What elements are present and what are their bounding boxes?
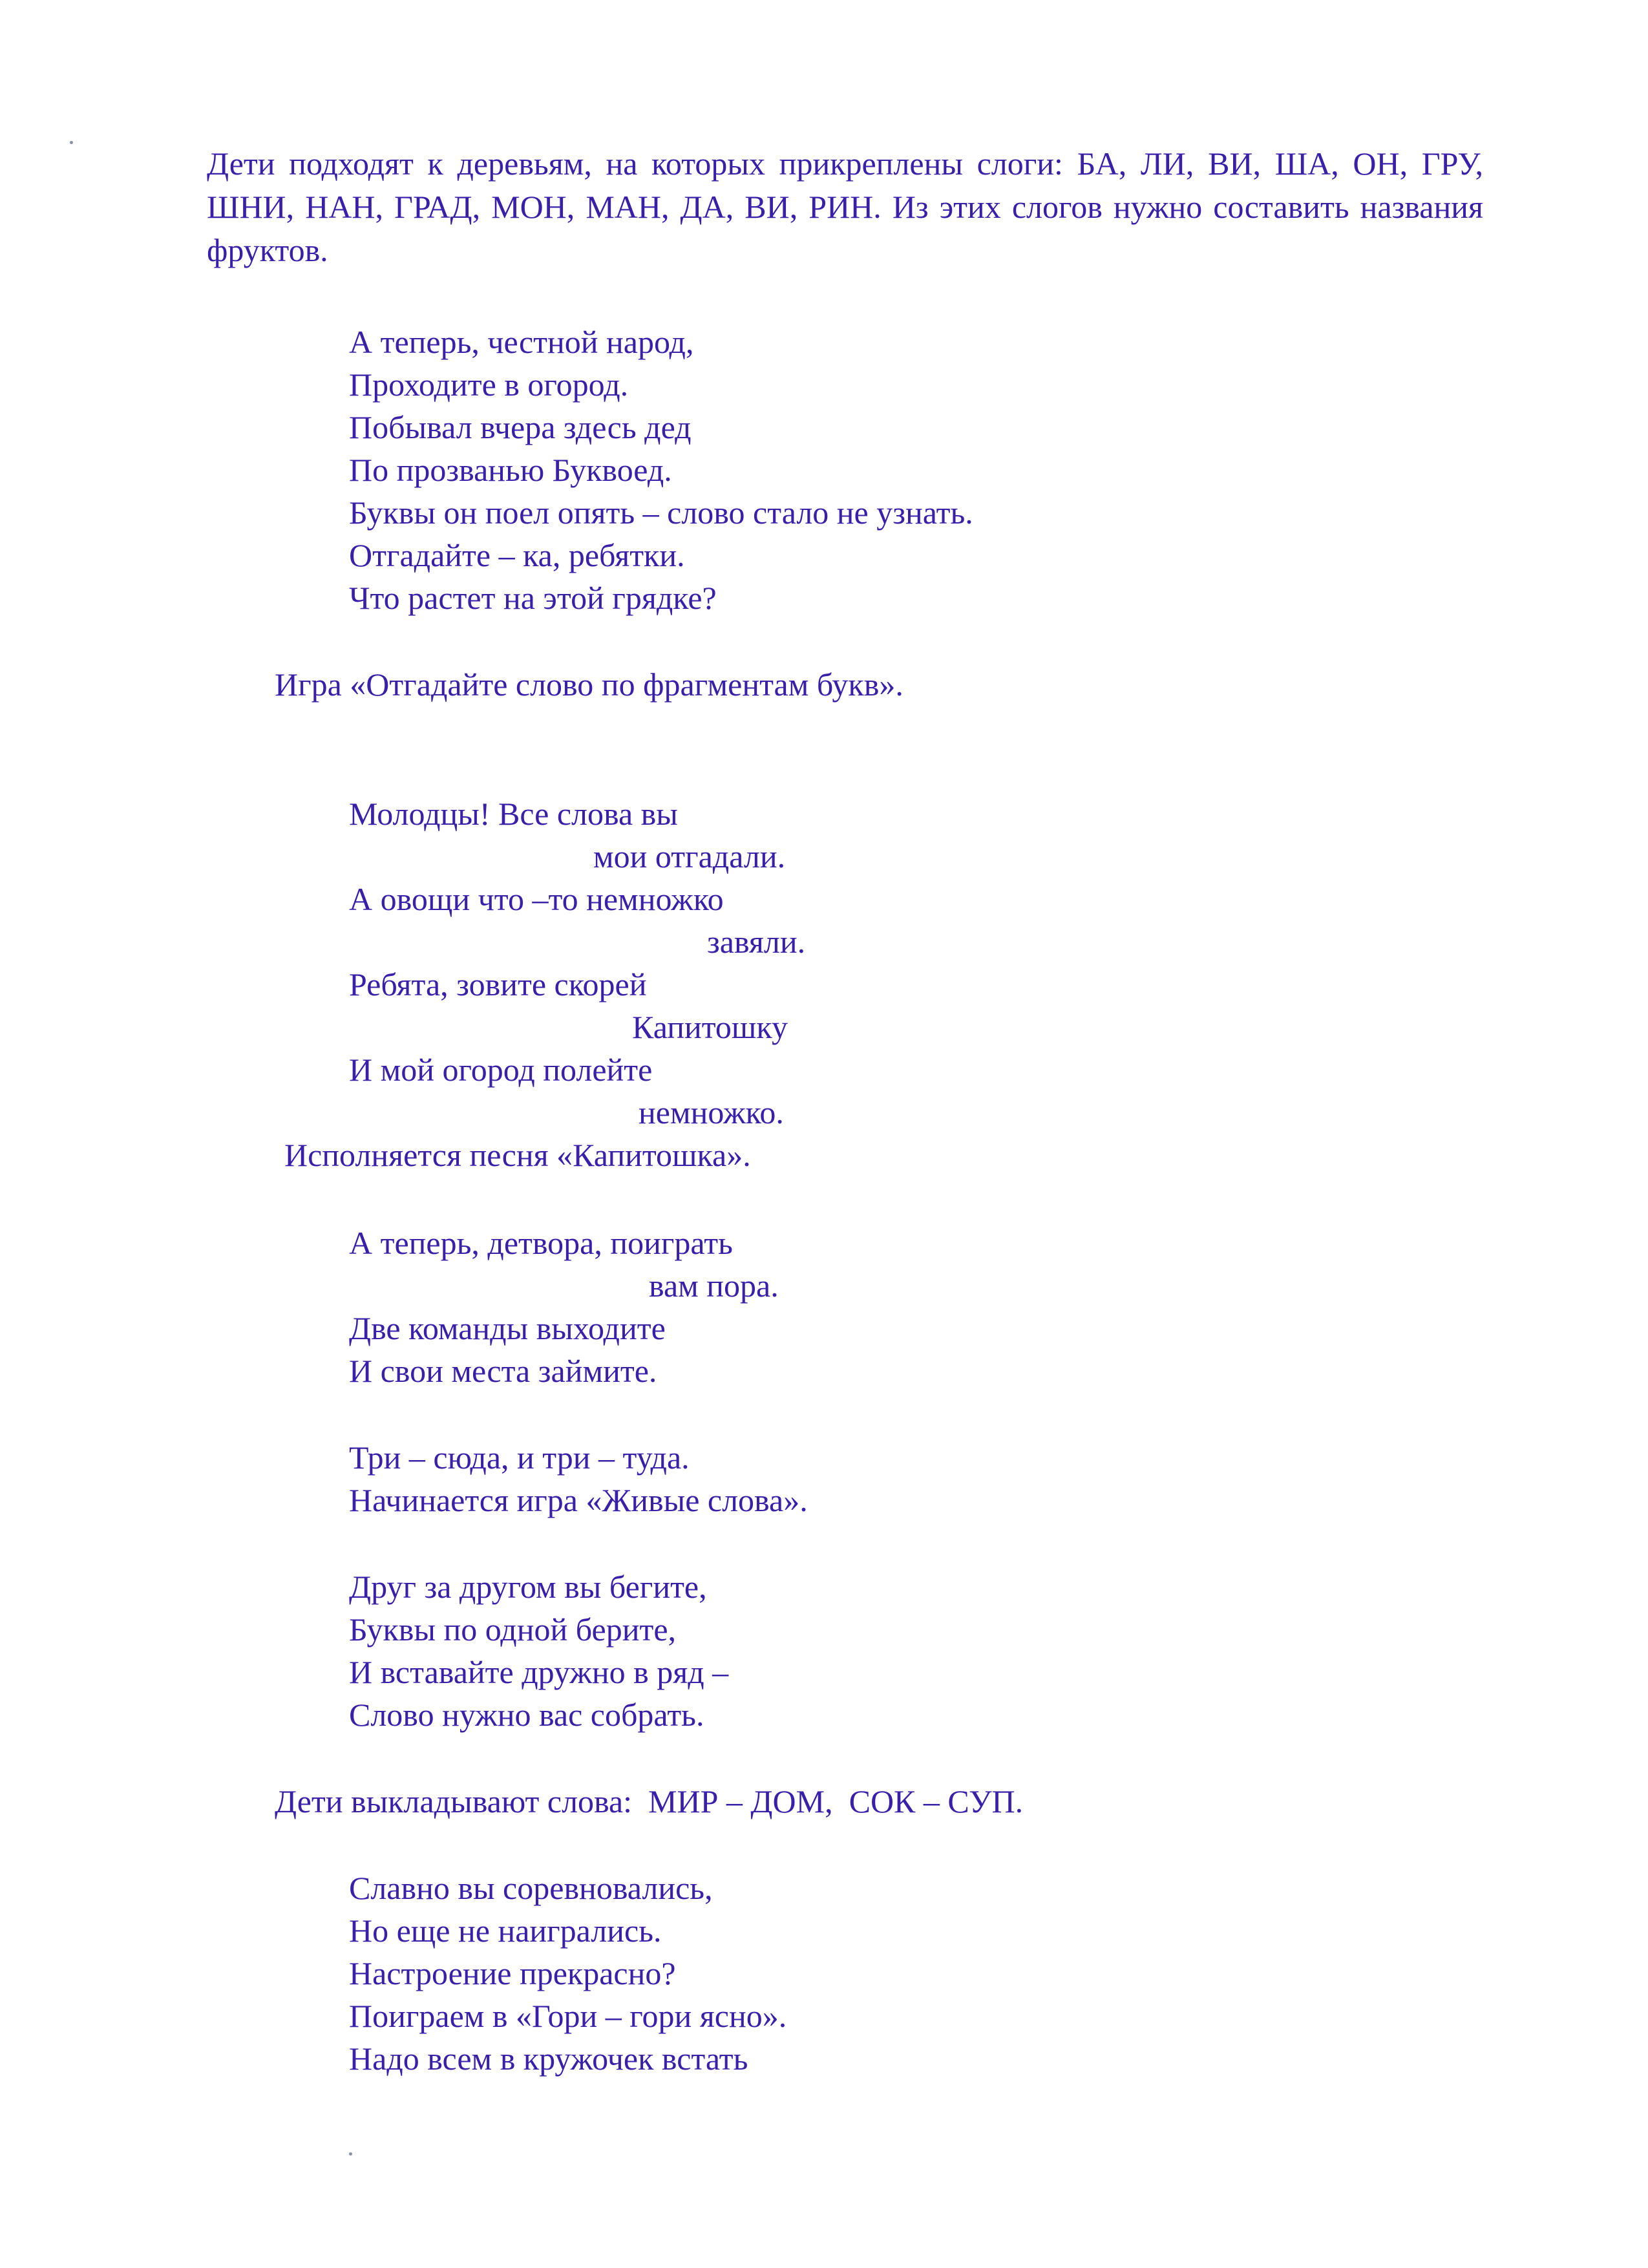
verse-line: И свои места займите.: [349, 1353, 657, 1389]
song-instruction: Исполняется песня «Капитошка».: [284, 1137, 751, 1173]
scan-speck: [349, 2152, 352, 2156]
scan-speck: [70, 141, 73, 144]
verse-line: Побывал вчера здесь дед: [349, 409, 692, 445]
verse-line-continuation: немножко.: [639, 1094, 784, 1130]
verse-line: Три – сюда, и три – туда.: [349, 1439, 690, 1476]
game-instruction: Дети выкладывают слова: МИР – ДОМ, СОК – СУП.: [275, 1783, 1024, 1819]
verse-line: И мой огород полейте: [349, 1052, 653, 1088]
verse-line: Друг за другом вы бегите,: [349, 1569, 707, 1605]
verse-line: И вставайте дружно в ряд –: [349, 1654, 729, 1690]
verse-line: Слово нужно вас собрать.: [349, 1697, 704, 1733]
verse-line: Проходите в огород.: [349, 366, 629, 403]
verse-line: Настроение прекрасно?: [349, 1955, 676, 1991]
verse-line: Славно вы соревновались,: [349, 1870, 713, 1906]
verse-line: По прозванью Буквоед.: [349, 452, 672, 488]
verse-line: Буквы по одной берите,: [349, 1611, 677, 1648]
verse-line: А овощи что –то немножко: [349, 881, 724, 917]
verse-line: Что растет на этой грядке?: [349, 580, 717, 616]
verse-line: Молодцы! Все слова вы: [349, 796, 678, 832]
verse-line: Поиграем в «Гори – гори ясно».: [349, 1998, 787, 2034]
verse-line: Ребята, зовите скорей: [349, 966, 647, 1002]
verse-line: Отгадайте – ка, ребятки.: [349, 537, 685, 573]
verse-line: А теперь, честной народ,: [349, 324, 694, 360]
game-instruction: Игра «Отгадайте слово по фрагментам букв».: [275, 666, 903, 703]
verse-line: А теперь, детвора, поиграть: [349, 1225, 733, 1261]
verse-line: Буквы он поел опять – слово стало не узнать.: [349, 494, 973, 531]
verse-line-continuation: завяли.: [707, 924, 806, 960]
verse-line-continuation: вам пора.: [649, 1267, 779, 1304]
verse-line-continuation: Капитошку: [632, 1009, 788, 1045]
verse-line-continuation: мои отгадали.: [593, 838, 786, 874]
intro-paragraph: Дети подходят к деревьям, на которых прикреплены слоги: БА, ЛИ, ВИ, ША, ОН, ГРУ, ШНИ, НАН, ГРАД, МОН, МАН, ДА, ВИ, РИН. Из этих слогов нужно составить названия фруктов.: [207, 145, 1483, 268]
verse-line: Начинается игра «Живые слова».: [349, 1482, 808, 1518]
verse-line: Две команды выходите: [349, 1310, 666, 1346]
verse-line: Надо всем в кружочек встать: [349, 2040, 748, 2077]
verse-line: Но еще не наигрались.: [349, 1913, 662, 1949]
